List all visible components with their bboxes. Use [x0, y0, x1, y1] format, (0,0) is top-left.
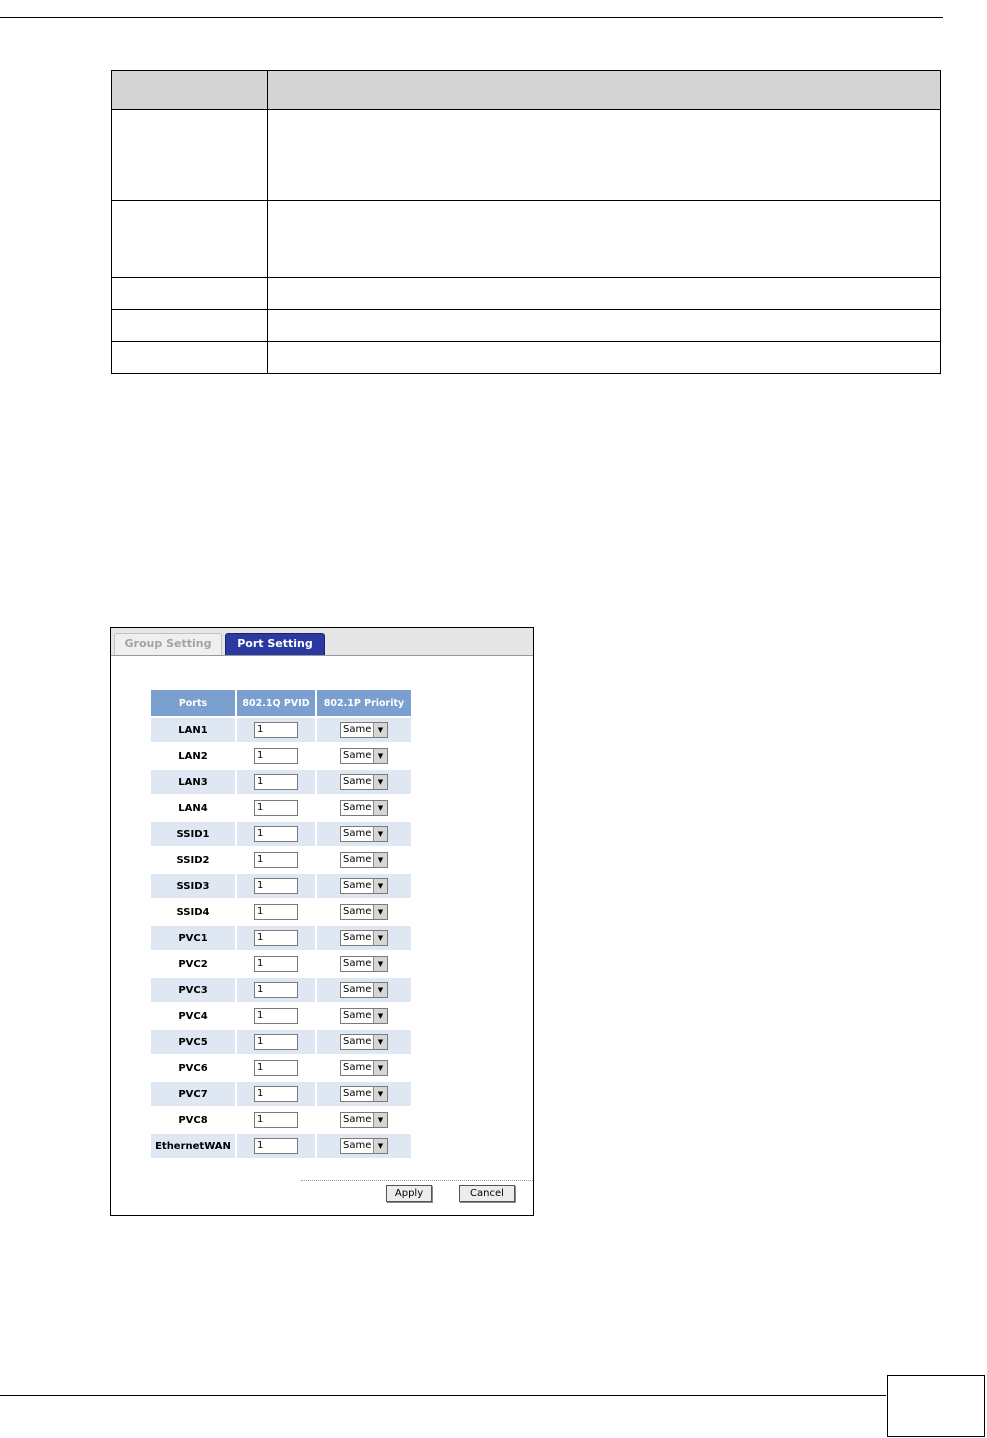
pvid-input[interactable]: 1: [254, 1112, 298, 1128]
pvid-input[interactable]: 1: [254, 826, 298, 842]
button-divider: [301, 1180, 533, 1181]
port-name: PVC4: [178, 1010, 208, 1022]
table-row: [151, 1082, 411, 1106]
priority-select[interactable]: [340, 1034, 388, 1050]
pvid-cell: [237, 900, 315, 924]
pvid-input[interactable]: 1: [254, 982, 298, 998]
pvid-input[interactable]: 1: [254, 904, 298, 920]
port-name: PVC2: [178, 958, 208, 970]
port-name: EthernetWAN: [151, 1134, 235, 1158]
priority-cell: [317, 796, 411, 820]
chevron-down-icon[interactable]: ▼: [373, 1113, 387, 1127]
pvid-cell: [237, 1134, 315, 1158]
tab-bar: [111, 628, 533, 656]
port-setting-screenshot: [110, 627, 534, 1216]
pvid-cell: [237, 874, 315, 898]
pvid-input[interactable]: 1: [254, 852, 298, 868]
row-label: [112, 201, 268, 278]
priority-select[interactable]: [340, 1008, 388, 1024]
chevron-down-icon[interactable]: ▼: [373, 801, 387, 815]
table-row: [151, 1004, 411, 1028]
pvid-input[interactable]: 1: [254, 878, 298, 894]
priority-value: Same: [343, 932, 372, 943]
pvid-cell: [237, 744, 315, 768]
port-name: LAN2: [178, 750, 208, 762]
footer-rule: [0, 1395, 886, 1396]
pvid-cell: [237, 952, 315, 976]
apply-button[interactable]: Apply: [386, 1185, 432, 1202]
pvid-cell: [237, 796, 315, 820]
priority-value: Same: [343, 802, 372, 813]
priority-cell: [317, 952, 411, 976]
row-description: [268, 310, 941, 342]
priority-select[interactable]: [340, 748, 388, 764]
priority-value: Same: [343, 1088, 372, 1099]
priority-select[interactable]: [340, 982, 388, 998]
priority-value: Same: [343, 1036, 372, 1047]
table-row: [151, 952, 411, 976]
port-name: SSID4: [176, 906, 210, 918]
row-label: [112, 310, 268, 342]
table-row: [151, 1134, 411, 1158]
pvid-input[interactable]: 1: [254, 1086, 298, 1102]
priority-value: Same: [343, 1140, 372, 1151]
pvid-column-header: 802.1Q PVID: [237, 690, 315, 716]
priority-value: Same: [343, 854, 372, 865]
priority-select[interactable]: [340, 800, 388, 816]
chevron-down-icon[interactable]: ▼: [373, 1035, 387, 1049]
priority-column-header: 802.1P Priority: [317, 690, 411, 716]
priority-cell: [317, 822, 411, 846]
tab-port-setting[interactable]: Port Setting: [225, 633, 325, 655]
row-description: [268, 201, 941, 278]
priority-select[interactable]: [340, 1086, 388, 1102]
priority-value: Same: [343, 750, 372, 761]
table-row: [112, 310, 941, 342]
port-name: PVC1: [151, 926, 235, 950]
port-name: PVC7: [151, 1082, 235, 1106]
priority-value: Same: [343, 828, 372, 839]
chevron-down-icon[interactable]: ▼: [373, 749, 387, 763]
row-label: [112, 342, 268, 374]
priority-select[interactable]: [340, 1112, 388, 1128]
priority-cell: [317, 1030, 411, 1054]
priority-cell: [317, 874, 411, 898]
priority-select[interactable]: [340, 930, 388, 946]
pvid-input[interactable]: 1: [254, 956, 298, 972]
row-label: [112, 110, 268, 201]
chevron-down-icon[interactable]: ▼: [373, 1009, 387, 1023]
port-name: PVC8: [178, 1114, 208, 1126]
priority-select[interactable]: [340, 1138, 388, 1154]
table-row: [112, 342, 941, 374]
priority-select[interactable]: [340, 774, 388, 790]
priority-cell: [317, 926, 411, 950]
chevron-down-icon[interactable]: ▼: [373, 827, 387, 841]
pvid-input[interactable]: 1: [254, 800, 298, 816]
priority-value: Same: [343, 1114, 372, 1125]
chevron-down-icon[interactable]: ▼: [373, 957, 387, 971]
port-settings-table: [149, 688, 413, 1160]
priority-cell: [317, 744, 411, 768]
pvid-input[interactable]: 1: [254, 1060, 298, 1076]
pvid-input[interactable]: 1: [254, 774, 298, 790]
priority-value: Same: [343, 958, 372, 969]
pvid-input[interactable]: 1: [254, 722, 298, 738]
pvid-cell: [237, 1030, 315, 1054]
row-description: [268, 278, 941, 310]
priority-select[interactable]: [340, 852, 388, 868]
pvid-input[interactable]: 1: [254, 1034, 298, 1050]
priority-select[interactable]: [340, 722, 388, 738]
chevron-down-icon[interactable]: ▼: [373, 879, 387, 893]
priority-cell: [317, 1134, 411, 1158]
priority-select[interactable]: [340, 1060, 388, 1076]
row-label: [112, 278, 268, 310]
priority-cell: [317, 718, 411, 742]
priority-value: Same: [343, 1010, 372, 1021]
priority-select[interactable]: [340, 904, 388, 920]
pvid-cell: [237, 770, 315, 794]
row-description: [268, 342, 941, 374]
pvid-cell: [237, 1108, 315, 1132]
page-number-box: [887, 1375, 985, 1437]
priority-value: Same: [343, 1062, 372, 1073]
description-table-header: [112, 71, 941, 110]
port-name: PVC3: [151, 978, 235, 1002]
port-name: SSID3: [151, 874, 235, 898]
chevron-down-icon[interactable]: ▼: [373, 723, 387, 737]
table-row: [151, 718, 411, 742]
header-rule: [0, 17, 943, 18]
ports-column-header: Ports: [151, 690, 235, 716]
cancel-button[interactable]: Cancel: [459, 1185, 515, 1202]
pvid-cell: [237, 718, 315, 742]
pvid-cell: [237, 1082, 315, 1106]
chevron-down-icon[interactable]: ▼: [373, 1061, 387, 1075]
chevron-down-icon[interactable]: ▼: [373, 983, 387, 997]
priority-cell: [317, 900, 411, 924]
pvid-cell: [237, 848, 315, 872]
tab-group-setting[interactable]: Group Setting: [114, 633, 222, 655]
label-header: [112, 71, 268, 110]
table-row: [151, 848, 411, 872]
table-row: [151, 1108, 411, 1132]
chevron-down-icon[interactable]: ▼: [373, 931, 387, 945]
priority-value: Same: [343, 776, 372, 787]
table-row: [151, 1056, 411, 1080]
table-row: [112, 201, 941, 278]
table-row: [151, 926, 411, 950]
description-table: [111, 70, 941, 374]
priority-cell: [317, 848, 411, 872]
pvid-input[interactable]: 1: [254, 930, 298, 946]
priority-cell: [317, 1056, 411, 1080]
table-row: [151, 770, 411, 794]
port-name: LAN3: [151, 770, 235, 794]
pvid-cell: [237, 1004, 315, 1028]
priority-cell: [317, 978, 411, 1002]
port-name: SSID1: [151, 822, 235, 846]
port-name: LAN4: [178, 802, 208, 814]
port-name: PVC6: [178, 1062, 208, 1074]
pvid-cell: [237, 1056, 315, 1080]
priority-select[interactable]: [340, 956, 388, 972]
table-row: [151, 1030, 411, 1054]
chevron-down-icon[interactable]: ▼: [373, 1139, 387, 1153]
chevron-down-icon[interactable]: ▼: [373, 775, 387, 789]
pvid-cell: [237, 978, 315, 1002]
table-row: [151, 900, 411, 924]
table-row: [151, 796, 411, 820]
table-row: [151, 822, 411, 846]
table-row: [151, 744, 411, 768]
pvid-input[interactable]: 1: [254, 1008, 298, 1024]
chevron-down-icon[interactable]: ▼: [373, 905, 387, 919]
description-header: [268, 71, 941, 110]
pvid-input[interactable]: 1: [254, 748, 298, 764]
chevron-down-icon[interactable]: ▼: [373, 853, 387, 867]
priority-cell: [317, 770, 411, 794]
port-name: SSID2: [176, 854, 210, 866]
priority-cell: [317, 1082, 411, 1106]
priority-value: Same: [343, 906, 372, 917]
table-row: [112, 110, 941, 201]
priority-value: Same: [343, 880, 372, 891]
port-name: PVC5: [151, 1030, 235, 1054]
table-row: [151, 978, 411, 1002]
priority-cell: [317, 1108, 411, 1132]
pvid-cell: [237, 822, 315, 846]
port-name: LAN1: [151, 718, 235, 742]
pvid-input[interactable]: 1: [254, 1138, 298, 1154]
table-row: [151, 874, 411, 898]
table-row: [112, 278, 941, 310]
priority-value: Same: [343, 724, 372, 735]
priority-cell: [317, 1004, 411, 1028]
pvid-cell: [237, 926, 315, 950]
priority-select[interactable]: [340, 878, 388, 894]
priority-select[interactable]: [340, 826, 388, 842]
chevron-down-icon[interactable]: ▼: [373, 1087, 387, 1101]
row-description: [268, 110, 941, 201]
priority-value: Same: [343, 984, 372, 995]
